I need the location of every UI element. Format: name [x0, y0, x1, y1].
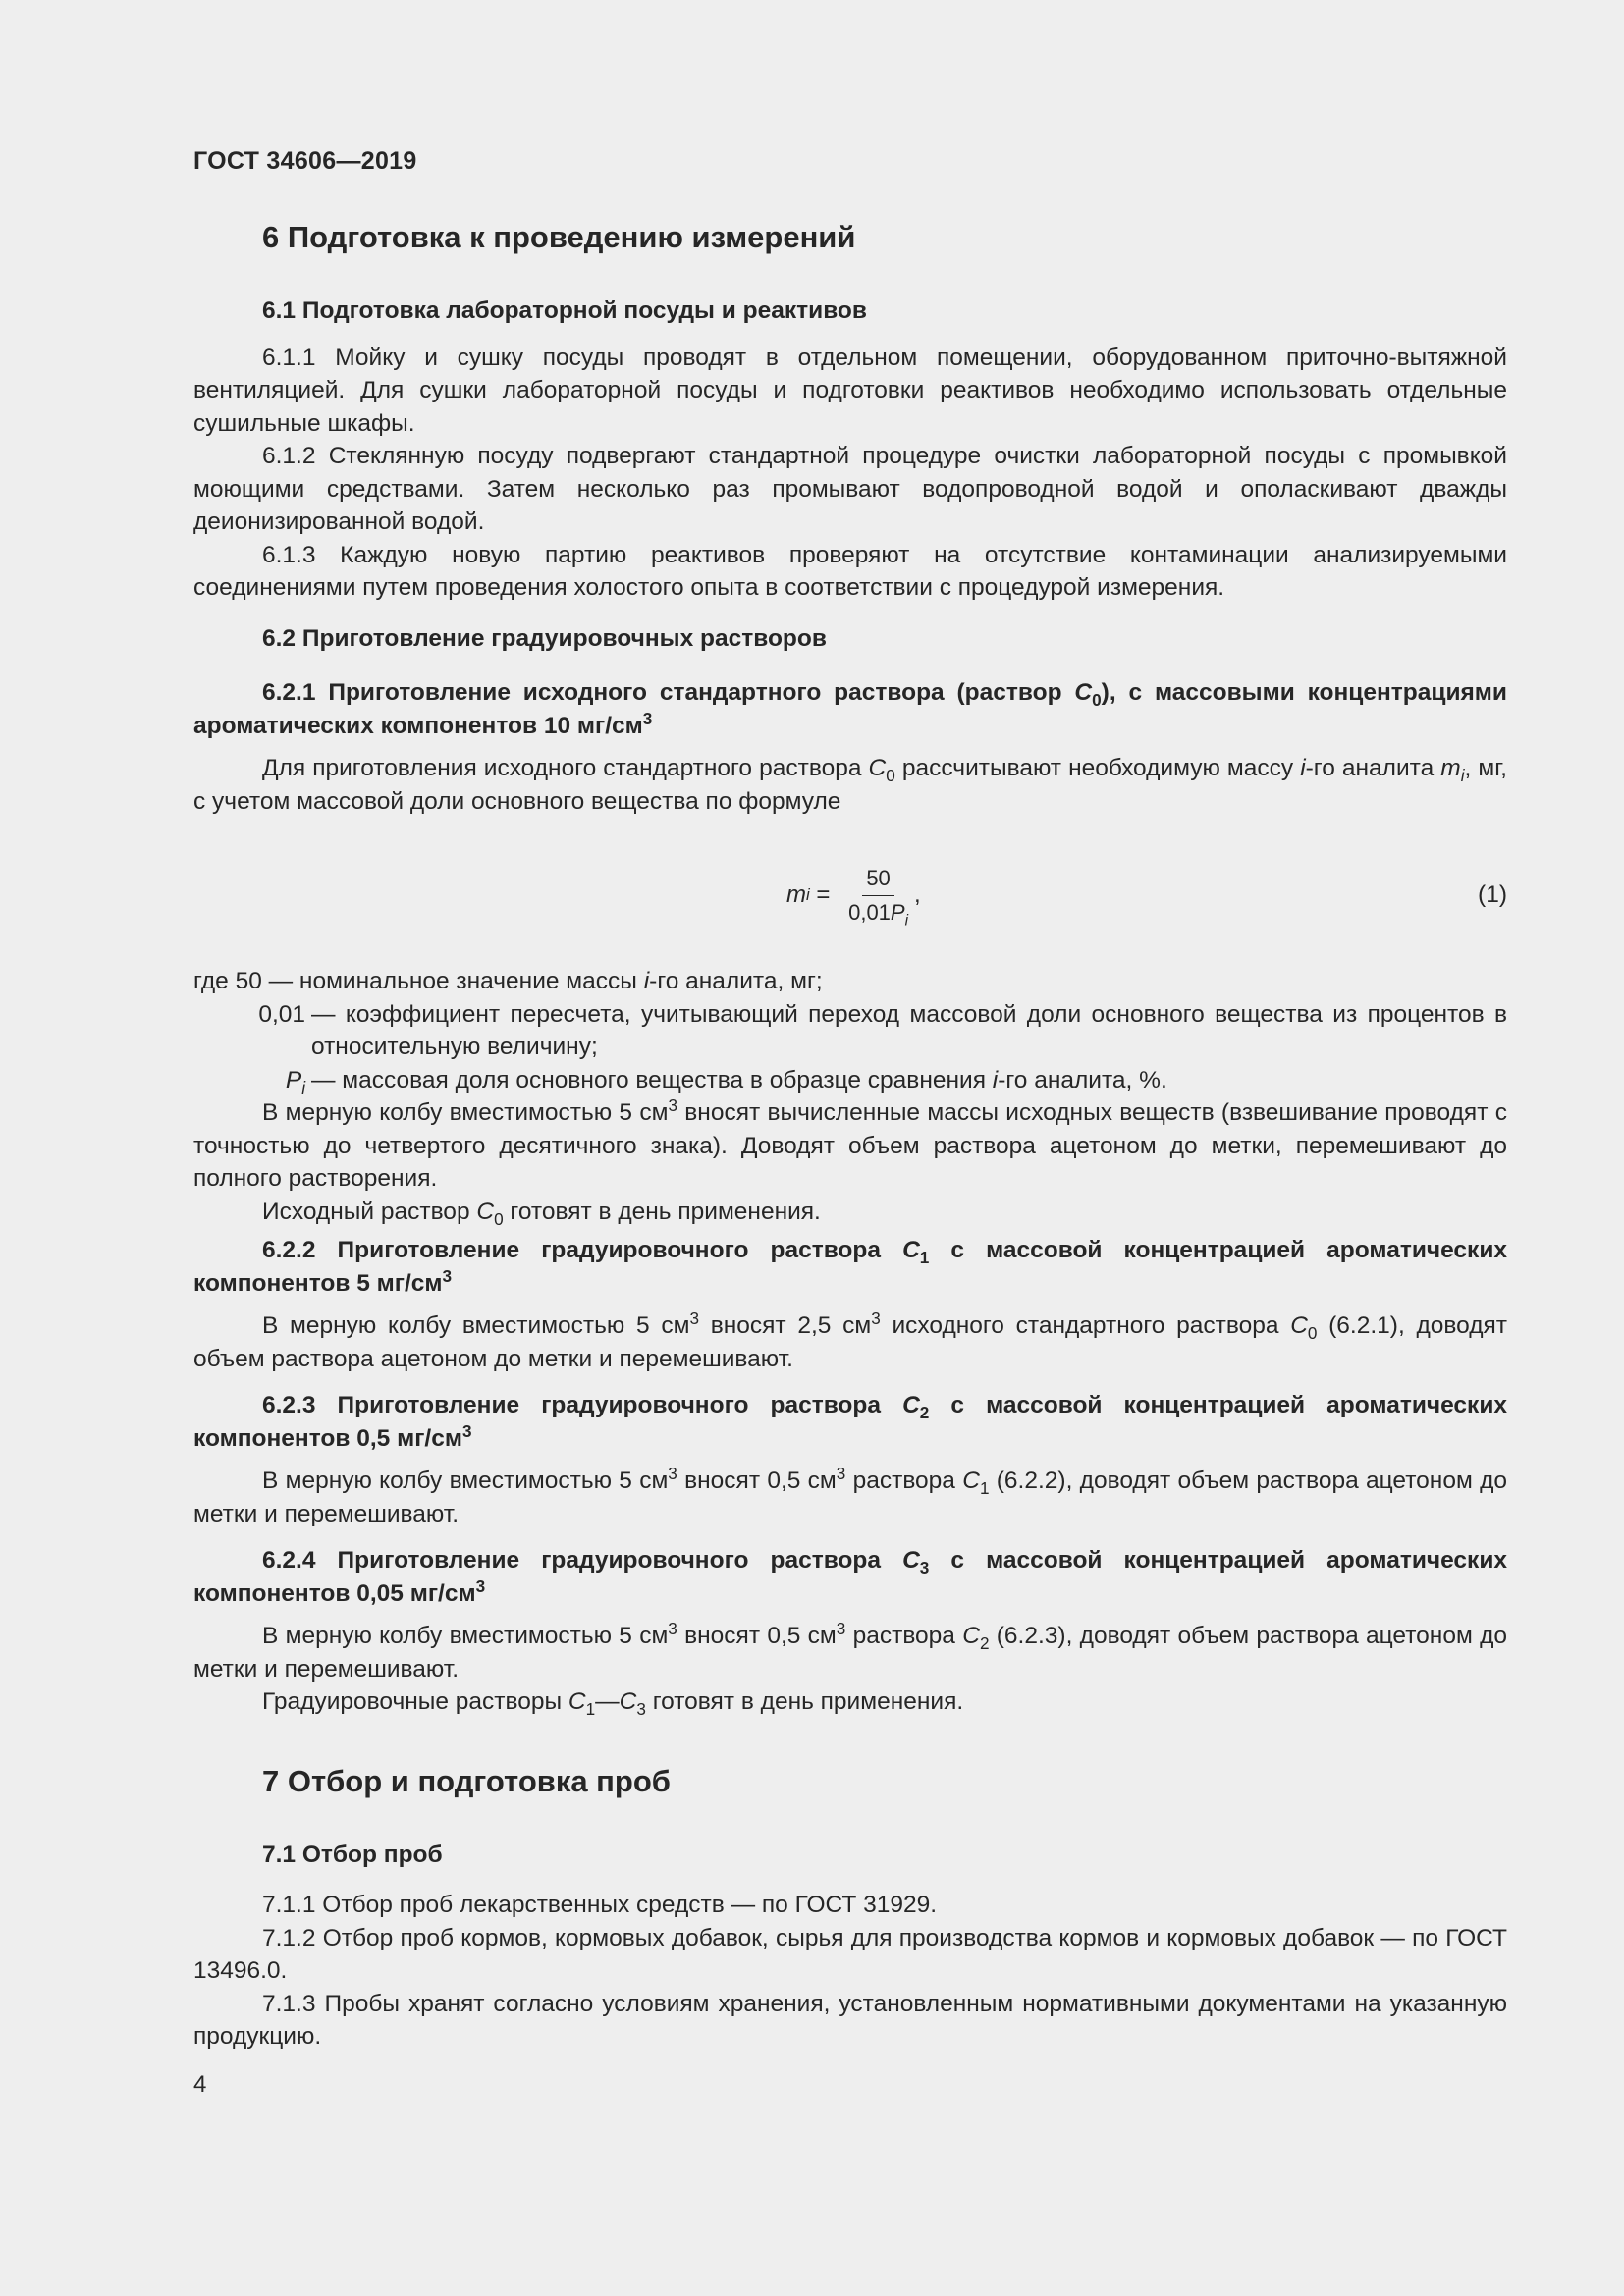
section-6-2-3-title: 6.2.3 Приготовление градуировочного раствора $C_2$ с массовой концентрацией ароматических компонентов 0,5 $мг/см^3$ [193, 1392, 1508, 1452]
paragraph-6-2-1-flask: В мерную колбу вместимостью 5 $см^3$ вносят вычисленные массы исходных веществ (взвешивание проводят с точностью до четвертого десятичного знака). Доводят объем раствора ацетоном до метки, перемешивают до полного растворения. [193, 1095, 1507, 1192]
paragraph-6-2-1-c0: Исходный раствор $C_0$ готовят в день применения. [262, 1198, 821, 1229]
paragraph-7-1-1: 7.1.1 Отбор проб лекарственных средств — по ГОСТ 31929. [262, 1892, 938, 1918]
section-6-2-2-title: 6.2.2 Приготовление градуировочного раствора $C_1$ с массовой концентрацией ароматических компонентов 5 $мг/см^3$ [193, 1237, 1508, 1297]
section-6-2-1-title: 6.2.1 Приготовление исходного стандартного раствора (раствор $C_0$), с массовыми концентрациями ароматических компонентов 10 $мг/см^3$ [193, 679, 1507, 739]
paragraph-6-2-4: В мерную колбу вместимостью 5 $см^3$ вносят 0,5 $см^3$ раствора $C_2$ (6.2.3), доводят объем раствора ацетоном до метки и перемешивают. [193, 1618, 1507, 1682]
section-7-title: 7 Отбор и подготовка проб [262, 1763, 671, 1798]
paragraph-6-1-3: 6.1.3 Каждую новую партию реактивов проверяют на отсутствие контаминации анализируемыми соединениями путем проведения холостого опыта в соответствии с процедурой измерения. [193, 541, 1507, 601]
where-line-3: $P_i$ — массовая доля основного вещества в образце сравнения i-го аналита, %. [285, 1066, 1167, 1097]
where-line-1: где 50 — номинальное значение массы i-го аналита, мг; [193, 968, 823, 994]
paragraph-6-2-1-intro: Для приготовления исходного стандартного раствора $C_0$ рассчитывают необходимую массу i-го аналита $m_i$, мг, с учетом массовой доли основного вещества по формуле [193, 755, 1507, 815]
document-body [193, 218, 1507, 2054]
paragraph-6-2-3: В мерную колбу вместимостью 5 $см^3$ вносят 0,5 $см^3$ раствора $C_1$ (6.2.2), доводят объем раствора ацетоном до метки и перемешивают. [193, 1463, 1507, 1527]
formula-fraction: $\frac{50}{0,01P_i}$ [848, 865, 909, 929]
paragraph-6-1-1: 6.1.1 Мойку и сушку посуды проводят в отдельном помещении, оборудованном приточно-вытяжной вентиляцией. Для сушки лабораторной посуды и подготовки реактивов необходимо использовать отдельные сушильные шкафы. [193, 344, 1507, 437]
paragraph-6-1-2: 6.1.2 Стеклянную посуду подвергают стандартной процедуре очистки лабораторной посуды с промывкой моющими средствами. Затем несколько раз промывают водопроводной водой и ополаскивают дважды деионизированной водой. [193, 443, 1507, 535]
paragraph-7-1-3: 7.1.3 Пробы хранят согласно условиям хранения, установленным нормативными документами на указанную продукцию. [193, 1990, 1507, 2050]
section-6-2-title: 6.2 Приготовление градуировочных растворов [262, 624, 827, 652]
section-6-2-4-title: 6.2.4 Приготовление градуировочного раствора $C_3$ с массовой концентрацией ароматических компонентов 0,05 $мг/см^3$ [193, 1547, 1508, 1607]
paragraph-6-2-4-note: Градуировочные растворы $C_1—C_3$ готовят в день применения. [262, 1688, 964, 1719]
page-number: 4 [193, 2071, 207, 2098]
document-header: ГОСТ 34606—2019 [193, 147, 417, 175]
section-6-1-title: 6.1 Подготовка лабораторной посуды и реактивов [262, 297, 867, 324]
where-line-2: 0,01 — коэффициент пересчета, учитывающий переход массовой доли основного вещества из процентов в относительную величину; [258, 1000, 1507, 1060]
formula-1 [193, 851, 1507, 939]
formula-number: (1) [1478, 881, 1507, 908]
paragraph-7-1-2: 7.1.2 Отбор проб кормов, кормовых добавок, сырья для производства кормов и кормовых добавок — по ГОСТ 13496.0. [193, 1924, 1507, 1984]
section-7-1-title: 7.1 Отбор проб [262, 1841, 443, 1868]
section-6-title: 6 Подготовка к проведению измерений [262, 220, 856, 254]
formula-expression: m i = $\frac{50}{0,01P_i}$ , [786, 865, 921, 929]
paragraph-6-2-2: В мерную колбу вместимостью 5 $см^3$ вносят 2,5 $см^3$ исходного стандартного раствора $C_0$ (6.2.1), доводят объем раствора ацетоном до метки и перемешивают. [193, 1308, 1508, 1372]
document-page [193, 0, 1507, 2296]
